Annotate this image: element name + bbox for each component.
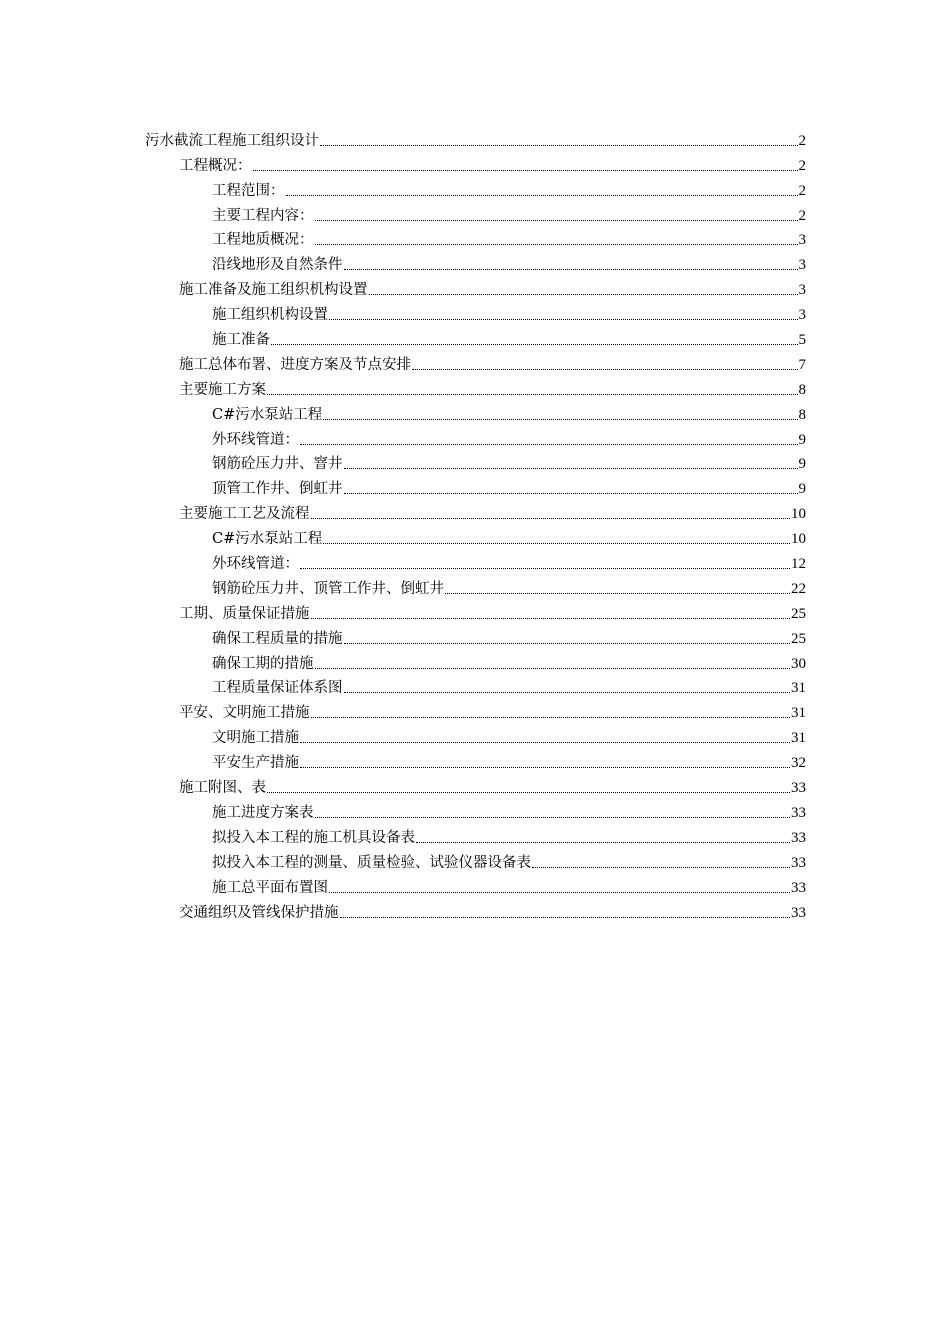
toc-entry-page-number[interactable]: 3 [798,257,806,274]
toc-dot-leader [300,431,798,449]
toc-entry-title[interactable]: 工程质量保证体系图 [212,680,343,697]
toc-dot-leader [300,754,790,772]
toc-entry[interactable] [0,623,950,648]
toc-entry[interactable] [0,673,950,698]
toc-entry-page-number[interactable]: 22 [791,580,806,597]
toc-entry[interactable] [0,598,950,623]
table-of-contents [0,125,950,922]
toc-entry-page-number[interactable]: 33 [791,780,806,797]
toc-entry-page-number[interactable]: 10 [791,531,806,548]
toc-entry-page-number[interactable]: 9 [798,481,806,498]
toc-dot-leader [315,804,791,822]
toc-entry-page-number[interactable]: 2 [798,132,806,149]
toc-entry[interactable] [0,200,950,225]
toc-entry-page-number[interactable]: 3 [798,307,806,324]
toc-entry[interactable] [0,225,950,250]
toc-entry-page-number[interactable]: 33 [791,904,806,921]
toc-entry-page-number[interactable]: 33 [791,879,806,896]
toc-entry-page-number[interactable]: 31 [791,680,806,697]
toc-entry-title[interactable]: 施工进度方案表 [212,804,314,821]
toc-entry-title[interactable]: 平安生产措施 [212,755,299,772]
toc-dot-leader [320,132,798,150]
toc-entry-title[interactable]: 钢筋砼压力井、顶管工作井、倒虹井 [212,580,444,597]
toc-entry[interactable] [0,847,950,872]
toc-entry-title[interactable]: C#污水泵站工程 [212,531,323,548]
toc-dot-leader [267,779,790,797]
toc-entry-title[interactable]: 确保工期的措施 [212,655,314,672]
toc-entry[interactable] [0,449,950,474]
toc-entry[interactable] [0,424,950,449]
toc-entry[interactable] [0,697,950,722]
toc-entry-title[interactable]: 工程范围： [212,182,285,199]
toc-entry-page-number[interactable]: 31 [791,730,806,747]
toc-dot-leader [344,480,798,498]
toc-entry-page-number[interactable]: 33 [791,804,806,821]
toc-entry-title[interactable]: 施工总平面布置图 [212,879,328,896]
toc-entry-title[interactable]: 工期、质量保证措施 [179,605,310,622]
toc-entry-page-number[interactable]: 10 [791,506,806,523]
toc-entry[interactable] [0,822,950,847]
toc-entry[interactable] [0,274,950,299]
toc-dot-leader [286,182,798,200]
toc-entry[interactable] [0,299,950,324]
toc-entry-title[interactable]: 工程概况： [179,157,252,174]
toc-entry[interactable] [0,548,950,573]
toc-dot-leader [311,505,791,523]
toc-entry-title[interactable]: 工程地质概况： [212,232,314,249]
toc-dot-leader [340,904,791,922]
toc-entry-title[interactable]: 施工准备及施工组织机构设置 [179,282,368,299]
toc-dot-leader [315,655,791,673]
toc-entry-page-number[interactable]: 12 [791,556,806,573]
toc-entry-title[interactable]: 外环线管道： [212,431,299,448]
toc-entry-page-number[interactable]: 25 [791,605,806,622]
toc-dot-leader [311,704,791,722]
toc-entry-title[interactable]: 钢筋砼压力井、窨井 [212,456,343,473]
toc-dot-leader [315,231,798,249]
toc-entry-page-number[interactable]: 9 [798,456,806,473]
toc-entry-title[interactable]: 平安、文明施工措施 [179,705,310,722]
toc-entry[interactable] [0,747,950,772]
toc-entry-page-number[interactable]: 30 [791,655,806,672]
toc-entry-title[interactable]: C#污水泵站工程 [212,406,323,423]
toc-dot-leader [271,331,798,349]
toc-dot-leader [300,555,790,573]
toc-dot-leader [323,406,797,424]
toc-dot-leader [344,630,791,648]
toc-entry-page-number[interactable]: 8 [798,381,806,398]
toc-entry[interactable] [0,897,950,922]
toc-entry[interactable] [0,523,950,548]
toc-entry-page-number[interactable]: 9 [798,431,806,448]
toc-entry-page-number[interactable]: 7 [798,356,806,373]
toc-entry[interactable] [0,648,950,673]
toc-dot-leader [416,829,790,847]
toc-entry-title[interactable]: 污水截流工程施工组织设计 [145,132,319,149]
toc-entry-page-number[interactable]: 32 [791,755,806,772]
toc-entry[interactable] [0,374,950,399]
toc-dot-leader [532,854,790,872]
toc-dot-leader [344,256,798,274]
toc-entry-page-number[interactable]: 33 [791,854,806,871]
toc-entry-page-number[interactable]: 33 [791,829,806,846]
toc-entry-title[interactable]: 施工组织机构设置 [212,307,328,324]
toc-entry-page-number[interactable]: 25 [791,630,806,647]
toc-entry-title[interactable]: 施工附图、表 [179,780,266,797]
toc-dot-leader [344,679,791,697]
toc-entry[interactable] [0,324,950,349]
toc-entry-title[interactable]: 沿线地形及自然条件 [212,257,343,274]
toc-entry[interactable] [0,125,950,150]
toc-dot-leader [344,455,798,473]
toc-dot-leader [445,580,790,598]
toc-entry-page-number[interactable]: 2 [798,207,806,224]
toc-entry-page-number[interactable]: 2 [798,157,806,174]
toc-entry-page-number[interactable]: 8 [798,406,806,423]
toc-entry[interactable] [0,722,950,747]
toc-entry[interactable] [0,797,950,822]
toc-entry[interactable] [0,399,950,424]
toc-dot-leader [369,281,798,299]
toc-entry[interactable] [0,573,950,598]
toc-entry[interactable] [0,772,950,797]
toc-entry-title[interactable]: 交通组织及管线保护措施 [179,904,339,921]
toc-entry-title[interactable]: 拟投入本工程的施工机具设备表 [212,829,415,846]
toc-entry[interactable] [0,473,950,498]
toc-entry-title[interactable]: 施工总体布署、进度方案及节点安排 [179,356,411,373]
toc-entry-title[interactable]: 确保工程质量的措施 [212,630,343,647]
toc-dot-leader [267,381,798,399]
toc-dot-leader [329,306,798,324]
toc-entry-page-number[interactable]: 3 [798,282,806,299]
toc-dot-leader [315,207,798,225]
toc-entry-title[interactable]: 顶管工作井、倒虹井 [212,481,343,498]
toc-entry[interactable] [0,498,950,523]
toc-dot-leader [412,356,798,374]
toc-entry-page-number[interactable]: 2 [798,182,806,199]
toc-dot-leader [253,157,798,175]
toc-entry-page-number[interactable]: 31 [791,705,806,722]
toc-entry[interactable] [0,872,950,897]
toc-entry-page-number[interactable]: 3 [798,232,806,249]
toc-dot-leader [323,530,790,548]
toc-entry[interactable] [0,349,950,374]
toc-entry-title[interactable]: 主要施工工艺及流程 [179,506,310,523]
toc-entry[interactable] [0,150,950,175]
toc-entry-page-number[interactable]: 5 [798,332,806,349]
toc-entry[interactable] [0,175,950,200]
toc-entry-title[interactable]: 外环线管道： [212,556,299,573]
toc-dot-leader [311,605,791,623]
toc-dot-leader [329,879,790,897]
toc-entry-title[interactable]: 主要施工方案 [179,381,266,398]
toc-dot-leader [300,729,790,747]
toc-entry-title[interactable]: 主要工程内容： [212,207,314,224]
toc-entry-title[interactable]: 拟投入本工程的测量、质量检验、试验仪器设备表 [212,854,531,871]
toc-entry[interactable] [0,249,950,274]
toc-entry-title[interactable]: 文明施工措施 [212,730,299,747]
toc-entry-title[interactable]: 施工准备 [212,332,270,349]
